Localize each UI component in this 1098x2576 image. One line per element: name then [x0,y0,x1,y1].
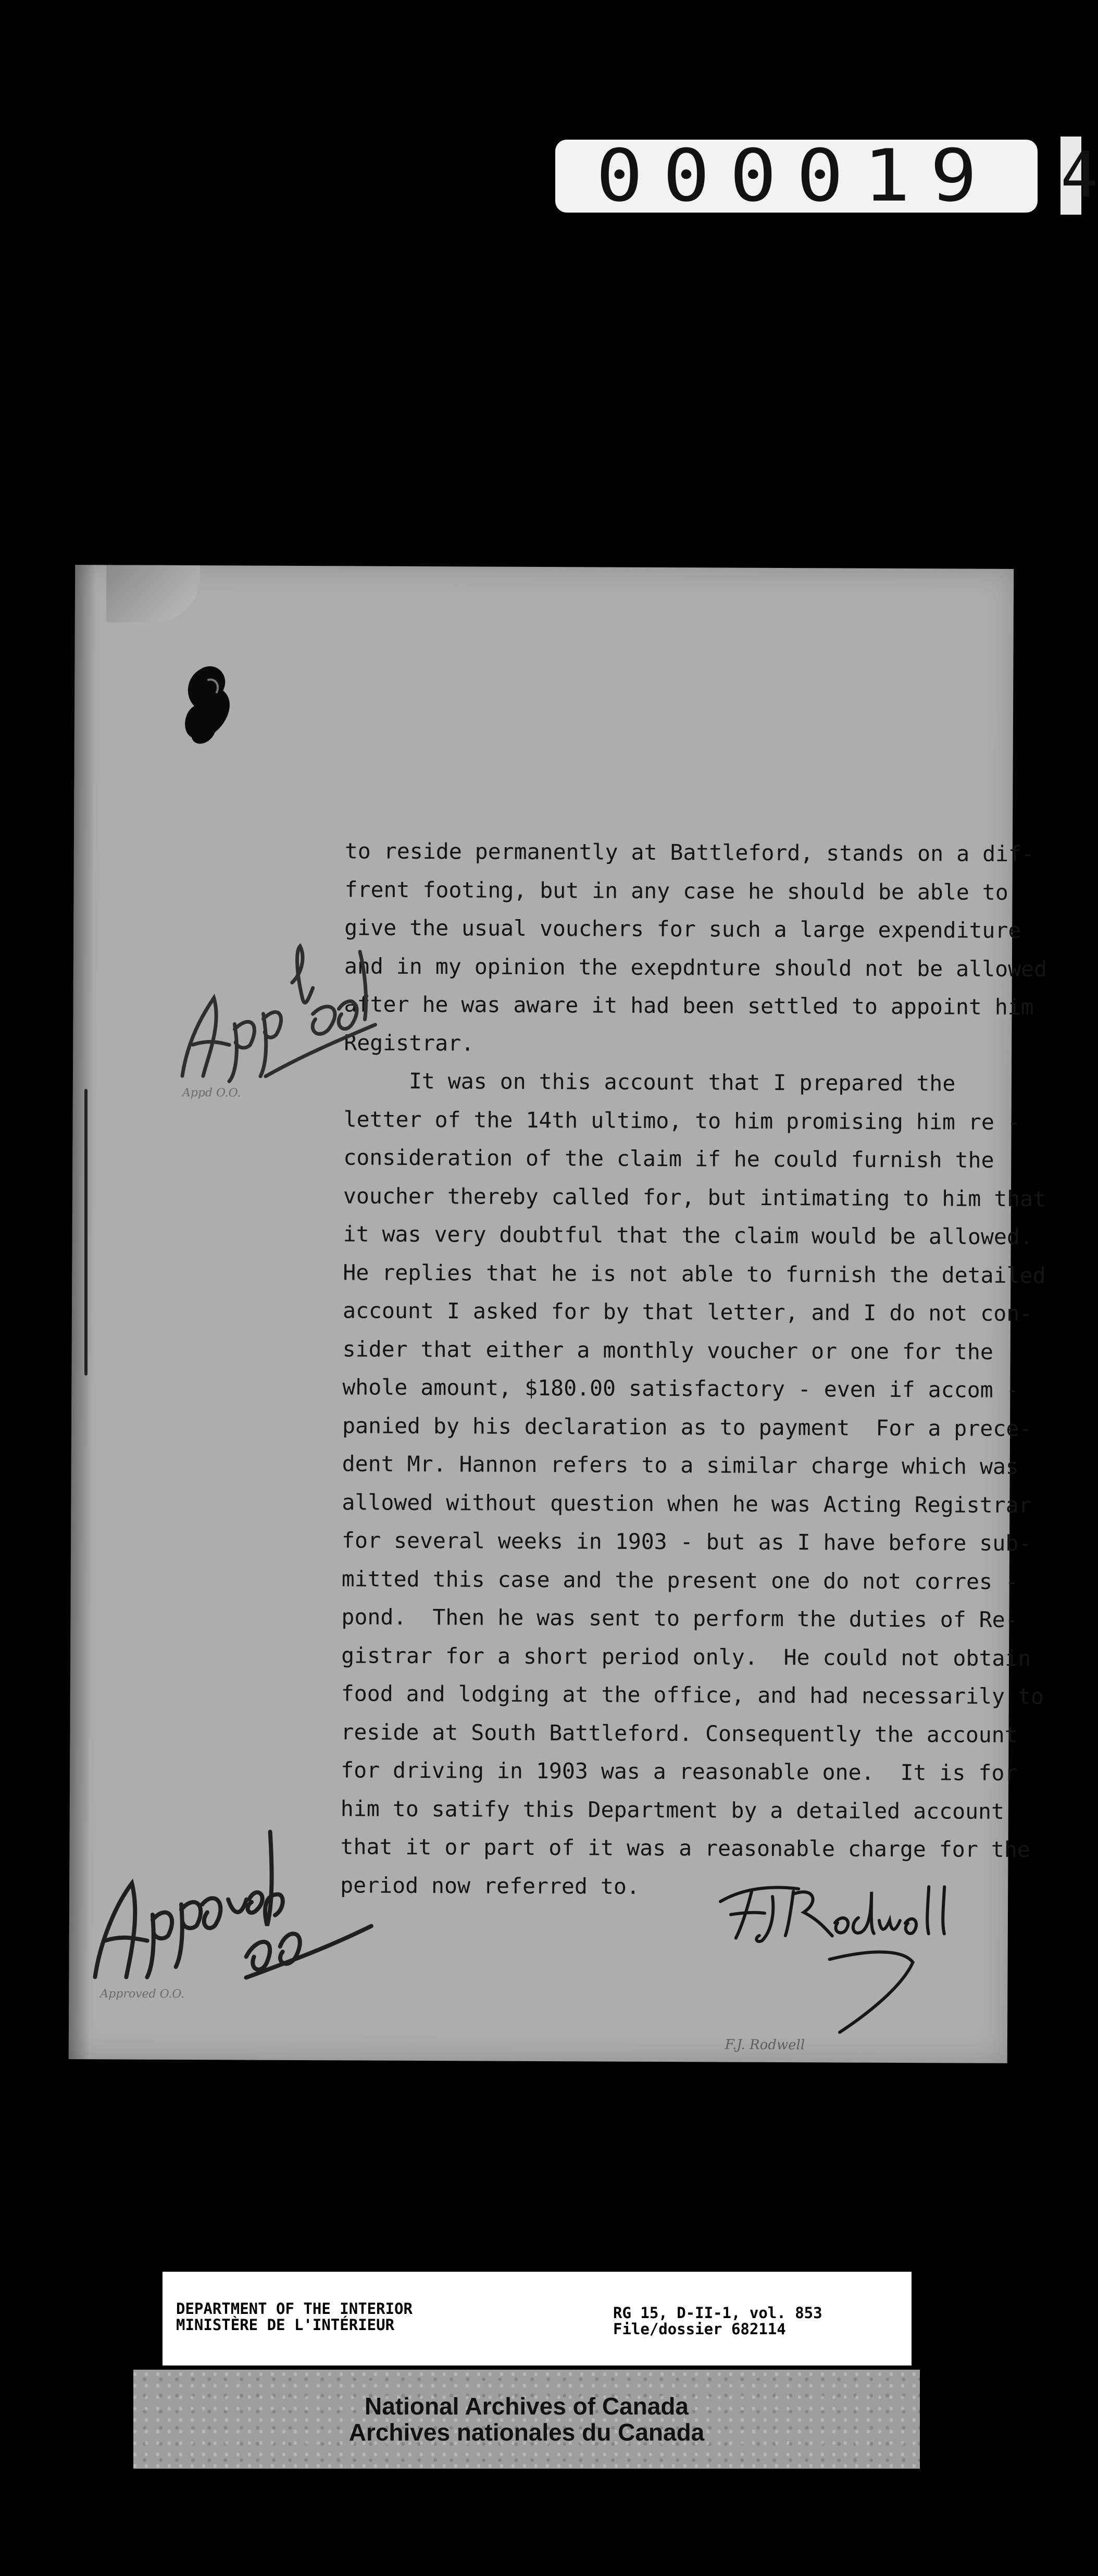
letter-line-23: food and lodging at the office, and had necessarily to [341,1680,1044,1710]
punch-hole-mark [179,659,242,753]
letter-line-1: to reside permanently at Battleford, stands on a dif- [344,838,1035,867]
department-fr: MINISTÈRE DE L'INTÉRIEUR [176,2316,395,2334]
page-number-strip [555,134,1038,218]
letter-line-13: account I asked for by that letter, and I do not con- [342,1297,1033,1327]
letter-page [69,565,1047,2063]
archives-name-fr: Archives nationales du Canada [348,2419,705,2446]
letter-line-26: him to satify this Department by a detailed account [340,1795,1005,1824]
letter-line-21: pond. Then he was sent to perform the duties of Re- [341,1604,1018,1633]
letter-line-7: It was on this account that I prepared the [343,1068,956,1096]
letter-line-5: after he was aware it had been settled to appoint him [344,991,1034,1020]
letter-line-20: mitted this case and the present one do not corres - [341,1565,1019,1594]
letter-line-2: frent footing, but in any case he should be able to [344,876,1008,905]
letter-body [340,832,1047,1906]
letter-line-18: allowed without question when he was Acting Registrar [342,1489,1032,1518]
archive-reference-label [163,2272,912,2366]
letter-line-9: consideration of the claim if he could furnish the [343,1144,994,1173]
letter-line-12: He replies that he is not able to furnish the detailed [343,1259,1046,1288]
letter-line-10: voucher thereby called for, but intimating to him that [343,1182,1046,1211]
page-edge-line [84,1089,88,1376]
letter-line-22: gistrar for a short period only. He could not obtain [341,1642,1031,1671]
reference-block [613,2305,822,2337]
signature [715,1870,986,2038]
letter-line-11: it was very doubtful that the claim would be allowed. [343,1221,1033,1250]
letter-line-27: that it or part of it was a reasonable charge for the [340,1834,1030,1863]
letter-line-19: for several weeks in 1903 - but as I have before sub- [341,1527,1032,1556]
edge-fragment: 4 [1060,137,1081,215]
letter-line-6: Registrar. [344,1029,475,1056]
page-corner-curl [106,565,200,623]
letter-line-4: and in my opinion the exepdnture should not be allowed [344,952,1047,982]
signature-text: F.J. Rodwell [725,2037,805,2053]
national-archives-label [133,2370,920,2469]
department-block [176,2301,413,2333]
letter-line-24: reside at South Battleford. Consequently the account [341,1718,1018,1748]
archives-name-en: National Archives of Canada [364,2393,689,2420]
approval-text-top: Appd O.O. [182,1086,241,1100]
approval-handwriting-bottom [90,1768,382,1988]
letter-line-3: give the usual vouchers for such a large expenditure [344,914,1021,944]
approval-handwriting-top [172,920,381,1087]
department-en: DEPARTMENT OF THE INTERIOR [176,2300,413,2318]
letter-line-25: for driving in 1903 was a reasonable one. It is for [341,1757,1018,1786]
letter-line-15: whole amount, $180.00 satisfactory - even if accom - [342,1374,1019,1403]
letter-line-8: letter of the 14th ultimo, to him promising him re - [343,1106,1020,1135]
file-number: File/dossier 682114 [613,2320,786,2338]
page-number: 000019 [596,134,997,218]
letter-line-17: dent Mr. Hannon refers to a similar charge which was [342,1451,1019,1480]
letter-line-14: sider that either a monthly voucher or one for the [342,1335,994,1365]
approval-text-bottom: Approved O.O. [100,1987,185,2001]
record-group-reference: RG 15, D-II-1, vol. 853 [613,2304,822,2322]
letter-line-28: period now referred to. [340,1872,640,1899]
letter-line-16: panied by his declaration as to payment For a prece- [342,1412,1032,1441]
